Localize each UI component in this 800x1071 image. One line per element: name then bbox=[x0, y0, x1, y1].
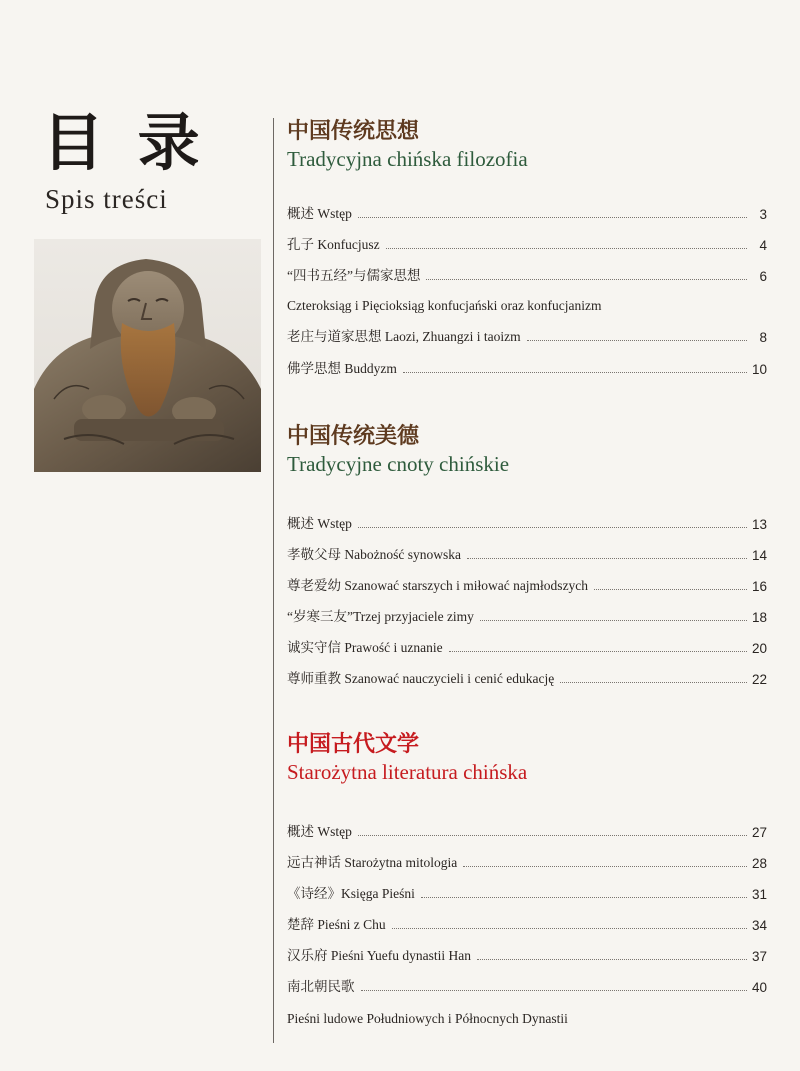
toc-entry-continuation[interactable] bbox=[287, 1007, 767, 1027]
entry-zh: 孔子 bbox=[287, 237, 314, 252]
entry-pl: Nabożność synowska bbox=[344, 547, 461, 562]
entry-zh: 尊师重教 bbox=[287, 671, 341, 686]
toc-entry[interactable] bbox=[287, 574, 767, 594]
section-ancient-literature bbox=[287, 731, 767, 785]
toc-entry[interactable] bbox=[287, 636, 767, 656]
entry-pl: Wstęp bbox=[317, 206, 352, 221]
entry-pl: Laozi, Zhuangzi i taoizm bbox=[384, 329, 521, 344]
page-number: 6 bbox=[759, 269, 767, 284]
toc-entry-continuation[interactable] bbox=[287, 294, 767, 314]
entry-pl: Buddyzm bbox=[344, 361, 397, 376]
section-title-pl: Tradycyjne cnoty chińskie bbox=[287, 452, 510, 476]
section-traditional-virtues bbox=[287, 423, 767, 477]
entry-pl: Prawość i uznanie bbox=[344, 640, 443, 655]
section-traditional-thought bbox=[287, 118, 767, 172]
entry-pl: Pieśni ludowe Południowych i Północnych Dynastii bbox=[287, 1011, 568, 1026]
toc-entry[interactable] bbox=[287, 944, 767, 964]
dot-leader bbox=[358, 835, 747, 836]
page-number: 27 bbox=[751, 825, 767, 840]
statue-image bbox=[34, 239, 261, 472]
dot-leader bbox=[358, 217, 747, 218]
toc-entry[interactable] bbox=[287, 202, 767, 222]
entry-zh: 概述 bbox=[287, 206, 314, 221]
entry-zh: 远古神话 bbox=[287, 855, 341, 870]
entry-pl: Starożytna mitologia bbox=[344, 855, 458, 870]
entry-zh: 孝敬父母 bbox=[287, 547, 341, 562]
toc-entry[interactable] bbox=[287, 882, 767, 902]
page-number: 28 bbox=[751, 856, 767, 871]
entry-zh: 《诗经》 bbox=[287, 886, 341, 901]
entry-zh: “四书五经”与儒家思想 bbox=[287, 268, 421, 283]
entry-pl: Wstęp bbox=[317, 824, 352, 839]
page-number: 18 bbox=[751, 610, 767, 625]
dot-leader bbox=[361, 990, 748, 991]
page-number: 14 bbox=[751, 548, 767, 563]
statue-photo bbox=[34, 239, 261, 472]
entry-pl: Księga Pieśni bbox=[341, 886, 415, 901]
entry-zh: “岁寒三友” bbox=[287, 609, 353, 624]
entry-zh: 汉乐府 bbox=[287, 948, 328, 963]
entry-pl: Konfucjusz bbox=[317, 237, 380, 252]
dot-leader bbox=[480, 620, 747, 621]
entry-pl: Pieśni Yuefu dynastii Han bbox=[330, 948, 471, 963]
entry-zh: 概述 bbox=[287, 824, 314, 839]
entry-zh: 诚实守信 bbox=[287, 640, 341, 655]
dot-leader bbox=[463, 866, 747, 867]
page-number: 4 bbox=[759, 238, 767, 253]
page-number: 37 bbox=[751, 949, 767, 964]
dot-leader bbox=[560, 682, 747, 683]
page-number: 22 bbox=[751, 672, 767, 687]
entry-pl: Wstęp bbox=[317, 516, 352, 531]
section-title-zh: 中国古代文学 bbox=[287, 731, 420, 757]
entry-zh: 佛学思想 bbox=[287, 361, 341, 376]
toc-entry[interactable] bbox=[287, 605, 767, 625]
toc-entry[interactable] bbox=[287, 851, 767, 871]
entry-zh: 楚辞 bbox=[287, 917, 314, 932]
toc-entry[interactable] bbox=[287, 820, 767, 840]
toc-entry[interactable] bbox=[287, 264, 767, 284]
toc-entry[interactable] bbox=[287, 325, 767, 345]
toc-entry[interactable] bbox=[287, 543, 767, 563]
toc-entry[interactable] bbox=[287, 667, 767, 687]
page-number: 10 bbox=[751, 362, 767, 377]
page-number: 3 bbox=[759, 207, 767, 222]
dot-leader bbox=[449, 651, 747, 652]
entry-pl: Pieśni z Chu bbox=[317, 917, 386, 932]
page-number: 8 bbox=[759, 330, 767, 345]
page-number: 34 bbox=[751, 918, 767, 933]
section-title-pl: Tradycyjna chińska filozofia bbox=[287, 147, 528, 171]
entry-pl: Szanować starszych i miłować najmłodszych bbox=[344, 578, 589, 593]
section-title-zh: 中国传统思想 bbox=[287, 118, 420, 144]
toc-entry[interactable] bbox=[287, 975, 767, 995]
toc-entry[interactable] bbox=[287, 357, 767, 377]
dot-leader bbox=[477, 959, 747, 960]
dot-leader bbox=[386, 248, 747, 249]
page-subtitle: Spis treści bbox=[45, 184, 168, 214]
entry-pl: Trzej przyjaciele zimy bbox=[352, 609, 474, 624]
page-number: 40 bbox=[751, 980, 767, 995]
toc-entry[interactable] bbox=[287, 913, 767, 933]
dot-leader bbox=[392, 928, 747, 929]
page-number: 16 bbox=[751, 579, 767, 594]
page-number: 20 bbox=[751, 641, 767, 656]
column-divider bbox=[273, 118, 274, 1043]
dot-leader bbox=[421, 897, 747, 898]
section-title-zh: 中国传统美德 bbox=[287, 423, 420, 449]
entry-zh: 概述 bbox=[287, 516, 314, 531]
toc-entry[interactable] bbox=[287, 233, 767, 253]
entry-pl: Szanować nauczycieli i cenić edukację bbox=[344, 671, 555, 686]
dot-leader bbox=[358, 527, 747, 528]
dot-leader bbox=[426, 279, 747, 280]
dot-leader bbox=[403, 372, 747, 373]
dot-leader bbox=[594, 589, 747, 590]
toc-entry[interactable] bbox=[287, 512, 767, 532]
entry-zh: 南北朝民歌 bbox=[287, 979, 355, 994]
dot-leader bbox=[467, 558, 747, 559]
entry-zh: 老庄与道家思想 bbox=[287, 329, 382, 344]
entry-zh: 尊老爱幼 bbox=[287, 578, 341, 593]
dot-leader bbox=[527, 340, 747, 341]
page-number: 31 bbox=[751, 887, 767, 902]
section-title-pl: Starożytna literatura chińska bbox=[287, 760, 528, 784]
page-title: 目 录 bbox=[42, 106, 206, 179]
page-number: 13 bbox=[751, 517, 767, 532]
entry-pl: Czteroksiąg i Pięcioksiąg konfucjański oraz konfucjanizm bbox=[287, 298, 602, 313]
